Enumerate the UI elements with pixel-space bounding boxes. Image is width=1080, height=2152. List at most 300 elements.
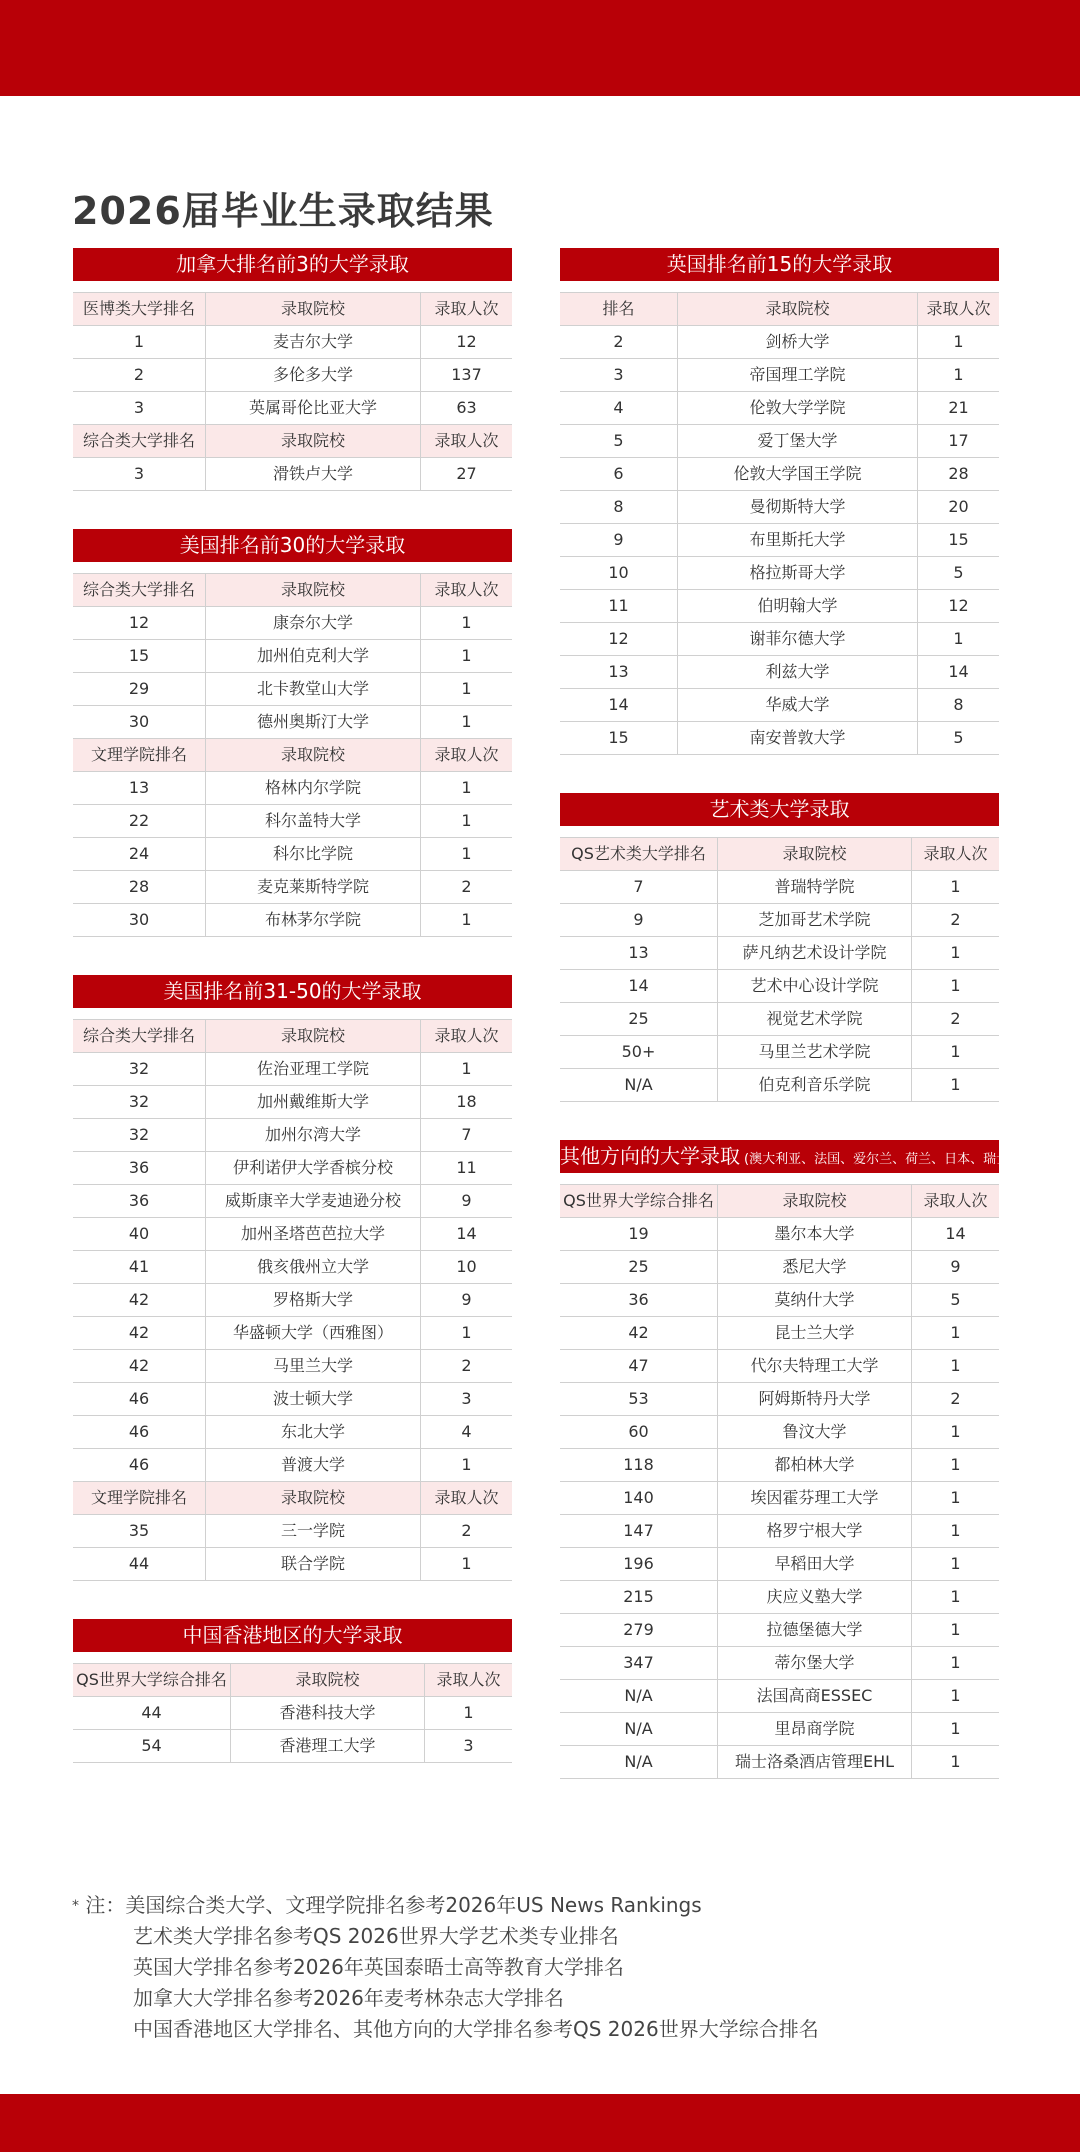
school-cell: 华盛顿大学（西雅图） [205, 1317, 420, 1349]
rank-cell: 46 [128, 1389, 150, 1408]
section-title: 加拿大排名前3的大学录取 [176, 252, 409, 276]
rank-cell: 7 [633, 877, 644, 896]
school-cell: 悉尼大学 [717, 1251, 911, 1283]
school-cell: 香港科技大学 [230, 1697, 424, 1729]
column-header-rank: 医博类大学排名 [82, 299, 195, 318]
column-header-count: 录取人次 [424, 1664, 512, 1696]
table-row [560, 1746, 999, 1779]
table-row [560, 1647, 999, 1680]
section-header [560, 1140, 1067, 1173]
table-row [560, 937, 999, 970]
count-cell: 1 [911, 1416, 999, 1448]
section-header [73, 248, 512, 281]
section-us-31-50 [73, 975, 512, 1581]
rank-cell: 140 [623, 1488, 654, 1507]
table-row [73, 1515, 512, 1548]
rank-cell: 8 [613, 497, 624, 516]
school-cell: 加州尔湾大学 [205, 1119, 420, 1151]
school-cell: 布林茅尔学院 [205, 904, 420, 936]
school-cell: 早稻田大学 [717, 1548, 911, 1580]
table-row [560, 524, 999, 557]
admissions-table [73, 573, 512, 937]
top-banner [0, 0, 1080, 96]
section-header [73, 975, 512, 1008]
school-cell: 格拉斯哥大学 [677, 557, 917, 589]
count-cell: 1 [424, 1697, 512, 1729]
school-cell: 视觉艺术学院 [717, 1003, 911, 1035]
school-cell: 里昂商学院 [717, 1713, 911, 1745]
school-cell: 萨凡纳艺术设计学院 [717, 937, 911, 969]
school-cell: 麦吉尔大学 [205, 326, 420, 358]
school-cell: 滑铁卢大学 [205, 458, 420, 490]
rank-cell: 2 [613, 332, 624, 351]
table-header-row [560, 293, 999, 326]
column-header-count: 录取人次 [420, 1020, 512, 1052]
footnote-line: 加拿大大学排名参考2026年麦考林杂志大学排名 [133, 1986, 564, 2010]
rank-cell: 19 [628, 1224, 649, 1243]
column-header-rank: 综合类大学排名 [82, 580, 195, 599]
school-cell: 埃因霍芬理工大学 [717, 1482, 911, 1514]
school-cell: 伦敦大学国王学院 [677, 458, 917, 490]
rank-cell: 5 [613, 431, 624, 450]
count-cell: 1 [917, 623, 999, 655]
table-header-row [73, 1664, 512, 1697]
rank-cell: 46 [128, 1422, 150, 1441]
section-uk-top15 [560, 248, 999, 755]
table-row [560, 656, 999, 689]
count-cell: 5 [917, 722, 999, 754]
school-cell: 芝加哥艺术学院 [717, 904, 911, 936]
table-row [560, 1581, 999, 1614]
table-row [560, 1218, 999, 1251]
school-cell: 格罗宁根大学 [717, 1515, 911, 1547]
school-cell: 康奈尔大学 [205, 607, 420, 639]
school-cell: 三一学院 [205, 1515, 420, 1547]
section-title: 英国排名前15的大学录取 [666, 252, 893, 276]
school-cell: 普瑞特学院 [717, 871, 911, 903]
column-header-count: 录取人次 [911, 838, 999, 870]
section-canada [73, 248, 512, 491]
table-row [73, 1449, 512, 1482]
count-cell: 12 [420, 326, 512, 358]
count-cell: 1 [911, 1482, 999, 1514]
count-cell: 1 [420, 772, 512, 804]
column-header-school: 录取院校 [205, 574, 420, 606]
count-cell: 15 [917, 524, 999, 556]
count-cell: 27 [420, 458, 512, 490]
column-header-school: 录取院校 [205, 1020, 420, 1052]
rank-cell: 46 [128, 1455, 150, 1474]
school-cell: 莫纳什大学 [717, 1284, 911, 1316]
table-row [73, 640, 512, 673]
rank-cell: N/A [624, 1686, 653, 1705]
rank-cell: 14 [608, 695, 629, 714]
table-row [73, 673, 512, 706]
table-header-row [73, 574, 512, 607]
table-row [560, 623, 999, 656]
rank-cell: 118 [623, 1455, 654, 1474]
admissions-table [560, 292, 999, 755]
table-header-row [560, 838, 999, 871]
table-row [560, 722, 999, 755]
column-header-count: 录取人次 [420, 1482, 512, 1514]
rank-cell: 9 [633, 910, 644, 929]
count-cell: 28 [917, 458, 999, 490]
admissions-table [73, 1019, 512, 1581]
count-cell: 2 [420, 1515, 512, 1547]
rank-cell: 54 [141, 1736, 162, 1755]
table-row [560, 326, 999, 359]
count-cell: 10 [420, 1251, 512, 1283]
table-row [73, 805, 512, 838]
count-cell: 1 [911, 1317, 999, 1349]
section-header [560, 793, 999, 826]
count-cell: 4 [420, 1416, 512, 1448]
school-cell: 布里斯托大学 [677, 524, 917, 556]
school-cell: 爱丁堡大学 [677, 425, 917, 457]
school-cell: 都柏林大学 [717, 1449, 911, 1481]
table-row [560, 1350, 999, 1383]
count-cell: 1 [911, 1581, 999, 1613]
table-row [560, 1317, 999, 1350]
table-row [560, 1036, 999, 1069]
school-cell: 格林内尔学院 [205, 772, 420, 804]
school-cell: 德州奥斯汀大学 [205, 706, 420, 738]
count-cell: 1 [911, 871, 999, 903]
school-cell: 威斯康辛大学麦迪逊分校 [205, 1185, 420, 1217]
rank-cell: 13 [128, 778, 150, 797]
school-cell: 南安普敦大学 [677, 722, 917, 754]
rank-cell: 25 [628, 1257, 649, 1276]
school-cell: 伊利诺伊大学香槟分校 [205, 1152, 420, 1184]
section-header [73, 1619, 512, 1652]
table-row [73, 607, 512, 640]
bottom-banner [0, 2094, 1080, 2152]
count-cell: 1 [420, 1053, 512, 1085]
left-column [73, 248, 512, 1763]
count-cell: 1 [911, 1350, 999, 1382]
table-row [73, 1697, 512, 1730]
count-cell: 9 [420, 1185, 512, 1217]
column-header-rank: 排名 [602, 299, 635, 318]
count-cell: 5 [917, 557, 999, 589]
section-header [73, 529, 512, 562]
rank-cell: 28 [128, 877, 150, 896]
school-cell: 艺术中心设计学院 [717, 970, 911, 1002]
school-cell: 佐治亚理工学院 [205, 1053, 420, 1085]
table-row [73, 1284, 512, 1317]
table-row [73, 359, 512, 392]
count-cell: 1 [911, 1680, 999, 1712]
table-row [73, 1086, 512, 1119]
admissions-table [73, 1663, 512, 1763]
count-cell: 1 [917, 359, 999, 391]
section-title: 美国排名前31-50的大学录取 [163, 979, 422, 1003]
rank-cell: 10 [608, 563, 629, 582]
count-cell: 1 [911, 1069, 999, 1101]
table-row [560, 904, 999, 937]
rank-cell: 30 [128, 712, 150, 731]
school-cell: 麦克莱斯特学院 [205, 871, 420, 903]
school-cell: 普渡大学 [205, 1449, 420, 1481]
count-cell: 3 [424, 1730, 512, 1762]
column-header-school: 录取院校 [717, 1185, 911, 1217]
right-column [560, 248, 1067, 1779]
rank-cell: 41 [128, 1257, 150, 1276]
school-cell: 科尔盖特大学 [205, 805, 420, 837]
column-header-rank: 综合类大学排名 [82, 431, 195, 450]
rank-cell: 42 [128, 1356, 150, 1375]
table-row [73, 904, 512, 937]
rank-cell: 29 [128, 679, 150, 698]
rank-cell: 12 [608, 629, 629, 648]
school-cell: 东北大学 [205, 1416, 420, 1448]
table-header-row [73, 425, 512, 458]
rank-cell: 24 [128, 844, 150, 863]
school-cell: 昆士兰大学 [717, 1317, 911, 1349]
table-row [560, 1548, 999, 1581]
section-hong-kong [73, 1619, 512, 1763]
footnote-line: 英国大学排名参考2026年英国泰晤士高等教育大学排名 [133, 1955, 624, 1979]
count-cell: 1 [911, 970, 999, 1002]
table-row [560, 1713, 999, 1746]
column-header-school: 录取院校 [205, 739, 420, 771]
rank-cell: 25 [628, 1009, 649, 1028]
rank-cell: 50+ [621, 1042, 656, 1061]
rank-cell: 42 [628, 1323, 649, 1342]
school-cell: 墨尔本大学 [717, 1218, 911, 1250]
count-cell: 63 [420, 392, 512, 424]
rank-cell: 53 [628, 1389, 649, 1408]
count-cell: 1 [420, 805, 512, 837]
school-cell: 庆应义塾大学 [717, 1581, 911, 1613]
rank-cell: 44 [141, 1703, 162, 1722]
column-header-count: 录取人次 [420, 425, 512, 457]
count-cell: 1 [420, 1548, 512, 1580]
school-cell: 马里兰艺术学院 [717, 1036, 911, 1068]
rank-cell: 35 [128, 1521, 150, 1540]
school-cell: 罗格斯大学 [205, 1284, 420, 1316]
table-row [560, 1416, 999, 1449]
school-cell: 瑞士洛桑酒店管理EHL [717, 1746, 911, 1778]
count-cell: 3 [420, 1383, 512, 1415]
count-cell: 2 [911, 904, 999, 936]
table-row [560, 689, 999, 722]
section-title: 艺术类大学录取 [709, 797, 850, 821]
count-cell: 9 [420, 1284, 512, 1316]
school-cell: 科尔比学院 [205, 838, 420, 870]
table-row [73, 1350, 512, 1383]
table-row [73, 1730, 512, 1763]
count-cell: 12 [917, 590, 999, 622]
school-cell: 华威大学 [677, 689, 917, 721]
school-cell: 多伦多大学 [205, 359, 420, 391]
table-row [73, 1383, 512, 1416]
school-cell: 伯克利音乐学院 [717, 1069, 911, 1101]
column-header-count: 录取人次 [420, 739, 512, 771]
footnote-line: 艺术类大学排名参考QS 2026世界大学艺术类专业排名 [133, 1924, 619, 1948]
count-cell: 137 [420, 359, 512, 391]
column-header-count: 录取人次 [420, 293, 512, 325]
column-header-rank: QS世界大学综合排名 [563, 1191, 714, 1210]
table-row [73, 1053, 512, 1086]
count-cell: 2 [420, 871, 512, 903]
count-cell: 1 [420, 1449, 512, 1481]
column-header-count: 录取人次 [420, 574, 512, 606]
section-title: 其他方向的大学录取 [560, 1144, 740, 1168]
page-title: 2026届毕业生录取结果 [72, 189, 494, 233]
count-cell: 17 [917, 425, 999, 457]
rank-cell: 3 [133, 398, 145, 417]
count-cell: 1 [420, 904, 512, 936]
count-cell: 1 [420, 1317, 512, 1349]
rank-cell: 12 [128, 613, 150, 632]
table-header-row [73, 1482, 512, 1515]
section-art [560, 793, 999, 1102]
table-header-row [73, 739, 512, 772]
rank-cell: 36 [628, 1290, 649, 1309]
section-other [560, 1140, 1067, 1779]
school-cell: 加州伯克利大学 [205, 640, 420, 672]
footnote-text: 美国综合类大学、文理学院排名参考2026年US News Rankings [125, 1893, 702, 1917]
column-header-school: 录取院校 [205, 425, 420, 457]
table-row [560, 458, 999, 491]
count-cell: 20 [917, 491, 999, 523]
table-row [560, 590, 999, 623]
rank-cell: 9 [613, 530, 624, 549]
rank-cell: 47 [628, 1356, 649, 1375]
rank-cell: 196 [623, 1554, 654, 1573]
table-row [560, 1614, 999, 1647]
rank-cell: N/A [624, 1075, 653, 1094]
admissions-table [560, 1184, 999, 1779]
table-row [560, 1383, 999, 1416]
school-cell: 剑桥大学 [677, 326, 917, 358]
table-row [560, 970, 999, 1003]
column-header-count: 录取人次 [911, 1185, 999, 1217]
rank-cell: 60 [628, 1422, 649, 1441]
rank-cell: N/A [624, 1752, 653, 1771]
table-row [73, 1185, 512, 1218]
school-cell: 俄亥俄州立大学 [205, 1251, 420, 1283]
column-header-rank: 文理学院排名 [90, 1488, 187, 1507]
column-header-school: 录取院校 [205, 293, 420, 325]
admissions-table [560, 837, 999, 1102]
rank-cell: 11 [608, 596, 629, 615]
table-row [560, 1680, 999, 1713]
school-cell: 北卡教堂山大学 [205, 673, 420, 705]
count-cell: 2 [911, 1003, 999, 1035]
rank-cell: 1 [133, 332, 145, 351]
rank-cell: 13 [628, 943, 649, 962]
table-row [73, 1416, 512, 1449]
count-cell: 2 [420, 1350, 512, 1382]
table-row [73, 1251, 512, 1284]
rank-cell: 4 [613, 398, 624, 417]
table-header-row [73, 293, 512, 326]
footnote [72, 1890, 819, 2045]
table-row [560, 871, 999, 904]
count-cell: 1 [917, 326, 999, 358]
column-header-school: 录取院校 [717, 838, 911, 870]
count-cell: 1 [420, 640, 512, 672]
table-row [73, 1548, 512, 1581]
school-cell: 代尔夫特理工大学 [717, 1350, 911, 1382]
rank-cell: 215 [623, 1587, 654, 1606]
count-cell: 14 [911, 1218, 999, 1250]
table-row [560, 1069, 999, 1102]
column-header-rank: 文理学院排名 [90, 745, 187, 764]
section-title: 美国排名前30的大学录取 [179, 533, 406, 557]
section-header [560, 248, 999, 281]
table-row [560, 1003, 999, 1036]
rank-cell: 279 [623, 1620, 654, 1639]
table-row [73, 458, 512, 491]
rank-cell: 14 [628, 976, 649, 995]
count-cell: 1 [911, 1713, 999, 1745]
count-cell: 1 [911, 1614, 999, 1646]
rank-cell: 15 [608, 728, 629, 747]
table-row [73, 706, 512, 739]
rank-cell: 40 [128, 1224, 150, 1243]
table-row [560, 491, 999, 524]
rank-cell: 2 [133, 365, 145, 384]
column-header-school: 录取院校 [205, 1482, 420, 1514]
count-cell: 11 [420, 1152, 512, 1184]
table-row [560, 1449, 999, 1482]
table-row [560, 1515, 999, 1548]
admissions-table [73, 292, 512, 491]
table-row [560, 392, 999, 425]
footnote-line [72, 1890, 819, 1921]
table-header-row [73, 1020, 512, 1053]
school-cell: 加州戴维斯大学 [205, 1086, 420, 1118]
count-cell: 8 [917, 689, 999, 721]
column-header-rank: QS世界大学综合排名 [76, 1670, 227, 1689]
rank-cell: 30 [128, 910, 150, 929]
rank-cell: N/A [624, 1719, 653, 1738]
count-cell: 1 [911, 1515, 999, 1547]
rank-cell: 22 [128, 811, 150, 830]
table-row [73, 1218, 512, 1251]
rank-cell: 3 [133, 464, 145, 483]
rank-cell: 3 [613, 365, 624, 384]
rank-cell: 32 [128, 1092, 150, 1111]
school-cell: 蒂尔堡大学 [717, 1647, 911, 1679]
count-cell: 1 [911, 1449, 999, 1481]
rank-cell: 15 [128, 646, 150, 665]
rank-cell: 36 [128, 1158, 150, 1177]
table-header-row [560, 1185, 999, 1218]
count-cell: 1 [911, 1548, 999, 1580]
count-cell: 1 [911, 1746, 999, 1778]
count-cell: 1 [911, 1647, 999, 1679]
school-cell: 加州圣塔芭芭拉大学 [205, 1218, 420, 1250]
rank-cell: 32 [128, 1059, 150, 1078]
table-row [73, 1317, 512, 1350]
rank-cell: 13 [608, 662, 629, 681]
table-row [560, 425, 999, 458]
table-row [73, 392, 512, 425]
section-us-top30 [73, 529, 512, 937]
school-cell: 曼彻斯特大学 [677, 491, 917, 523]
school-cell: 英属哥伦比亚大学 [205, 392, 420, 424]
school-cell: 波士顿大学 [205, 1383, 420, 1415]
rank-cell: 36 [128, 1191, 150, 1210]
rank-cell: 42 [128, 1323, 150, 1342]
rank-cell: 6 [613, 464, 624, 483]
rank-cell: 44 [128, 1554, 150, 1573]
